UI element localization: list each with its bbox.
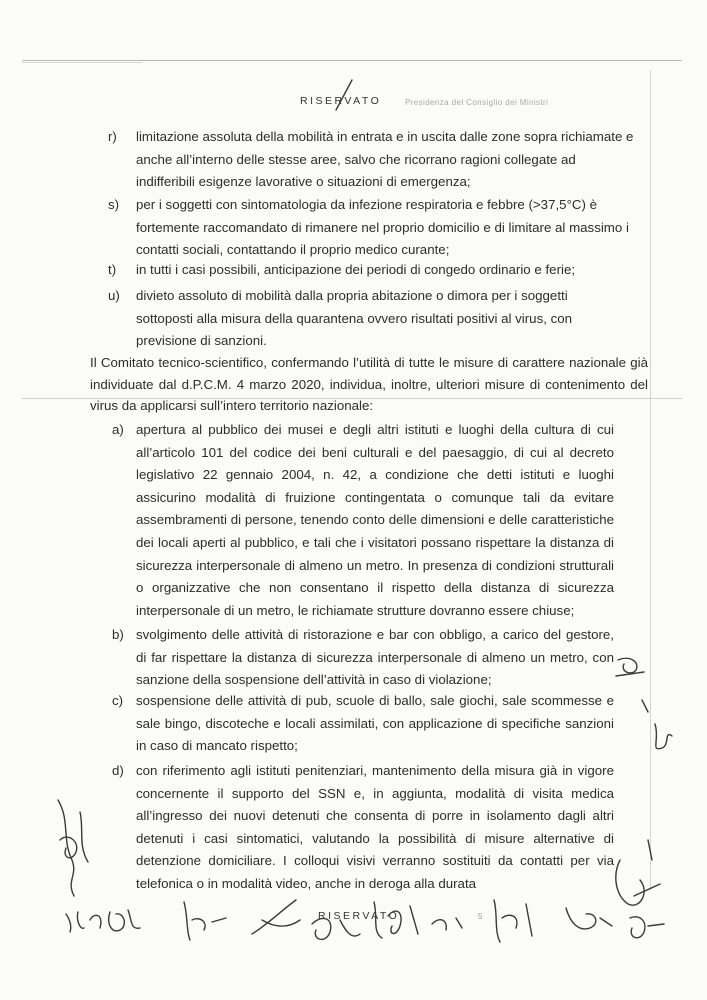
footer-riservato: RISERVATO <box>318 910 400 922</box>
list-item-label: a) <box>112 422 124 437</box>
footer-signature-6 <box>374 902 418 938</box>
margin-tick <box>642 700 648 712</box>
list-item-text: svolgimento delle attività di ristorazione e bar con obbligo, a carico del gestore, di far rispettare la distanza di sicurezza interpersonale di almeno un metro, con sanzione della sospensione dell’attività in caso di violazione; <box>136 627 614 688</box>
header-check-mark <box>336 80 352 110</box>
list-item-text: limitazione assoluta della mobilità in entrata e in uscita dalle zone sopra richiamate e anche all’interno delle stesse aree, salvo che ricorrano ragioni collegate ad indifferibili esigenze lavorative o situazioni di emergenza; <box>136 129 634 190</box>
footer-signature-8 <box>494 900 532 942</box>
footer-signature-4 <box>252 900 300 934</box>
header-riservato: RISERVATO <box>300 95 382 107</box>
list-item-text: per i soggetti con sintomatologia da infezione respiratoria e febbre (>37,5°C) è fortemente raccomandato di rimanere nel proprio domicilio e di limitare al massimo i contatti sociali, contattando il proprio medico curante; <box>136 197 629 258</box>
list-item-label: t) <box>108 262 117 277</box>
margin-signature-left <box>58 800 88 896</box>
list-item-label: r) <box>108 129 117 144</box>
list-item-text: divieto assoluto di mobilità dalla propria abitazione o dimora per i soggetti sottoposti alla misura della quarantena ovvero risultati positivi al virus, con previsione di sanzioni. <box>136 288 573 349</box>
footer-page-number: 5 <box>478 912 483 921</box>
margin-signature-right <box>616 840 660 905</box>
footer-signature-9 <box>566 908 612 929</box>
list-item-label: c) <box>112 693 124 708</box>
list-item-text: con riferimento agli istituti penitenziari, mantenimento della misura già in vigore concernente il supporto del SSN e, in aggiunta, modalità di visita medica all’ingresso dei nuovi detenuti che consenta di porre in isolamento dagli altri detenuti i casi sintomatici, valutando la possibilità di misure alternative di detenzione domiciliare. I colloqui visivi verranno sostituiti da contatti per via telefonica o in modalità video, anche in deroga alla durata <box>136 763 614 891</box>
intro-paragraph: Il Comitato tecnico-scientifico, confermando l’utilità di tutte le misure di carattere nazionale già individuate dal d.P.C.M. 4 marzo 2020, individua, inoltre, ulteriori misure di contenimento del virus da applicarsi sull’intero territorio nazionale: <box>90 355 648 413</box>
footer-signature-7 <box>432 918 462 930</box>
list-item-label: d) <box>112 763 124 778</box>
footer-signature-10 <box>630 917 664 938</box>
list-item-label: b) <box>112 627 124 642</box>
footer-signature-2 <box>109 910 140 931</box>
list-item-label: u) <box>108 288 120 303</box>
margin-initial-1 <box>616 658 644 676</box>
header-faint-text: Presidenza del Consiglio dei Ministri <box>405 98 549 107</box>
footer-signature-1 <box>66 912 101 932</box>
list-item-label: s) <box>108 197 120 212</box>
list-item-text: sospensione delle attività di pub, scuole di ballo, sale giochi, sale scommesse e sale bingo, discoteche e locali assimilati, con applicazione di specifiche sanzioni in caso di mancato rispetto; <box>136 693 614 754</box>
footer-signature-3 <box>184 902 226 940</box>
list-item-text: in tutti i casi possibili, anticipazione dei periodi di congedo ordinario e ferie; <box>136 262 576 277</box>
footer-signature-5 <box>312 918 360 939</box>
list-item-text: apertura al pubblico dei musei e degli altri istituti e luoghi della cultura di cui all’articolo 101 del codice dei beni culturali e del paesaggio, di cui al decreto legislativo 22 gennaio 2004, n. 42, a condizione che detti istituti e luoghi assicurino modalità di fruizione contingentata o comunque tali da evitare assembramenti di persone, tenendo conto delle dimensioni e delle caratteristiche dei locali aperti al pubblico, e tali che i visitatori possano rispettare la distanza di sicurezza interpersonale di almeno un metro. In presenza di condizioni strutturali o organizzative che non consentano il rispetto della distanza di sicurezza interpersonale di un metro, le richiamate strutture dovranno essere chiuse; <box>136 422 614 618</box>
margin-initial-2 <box>655 724 672 749</box>
